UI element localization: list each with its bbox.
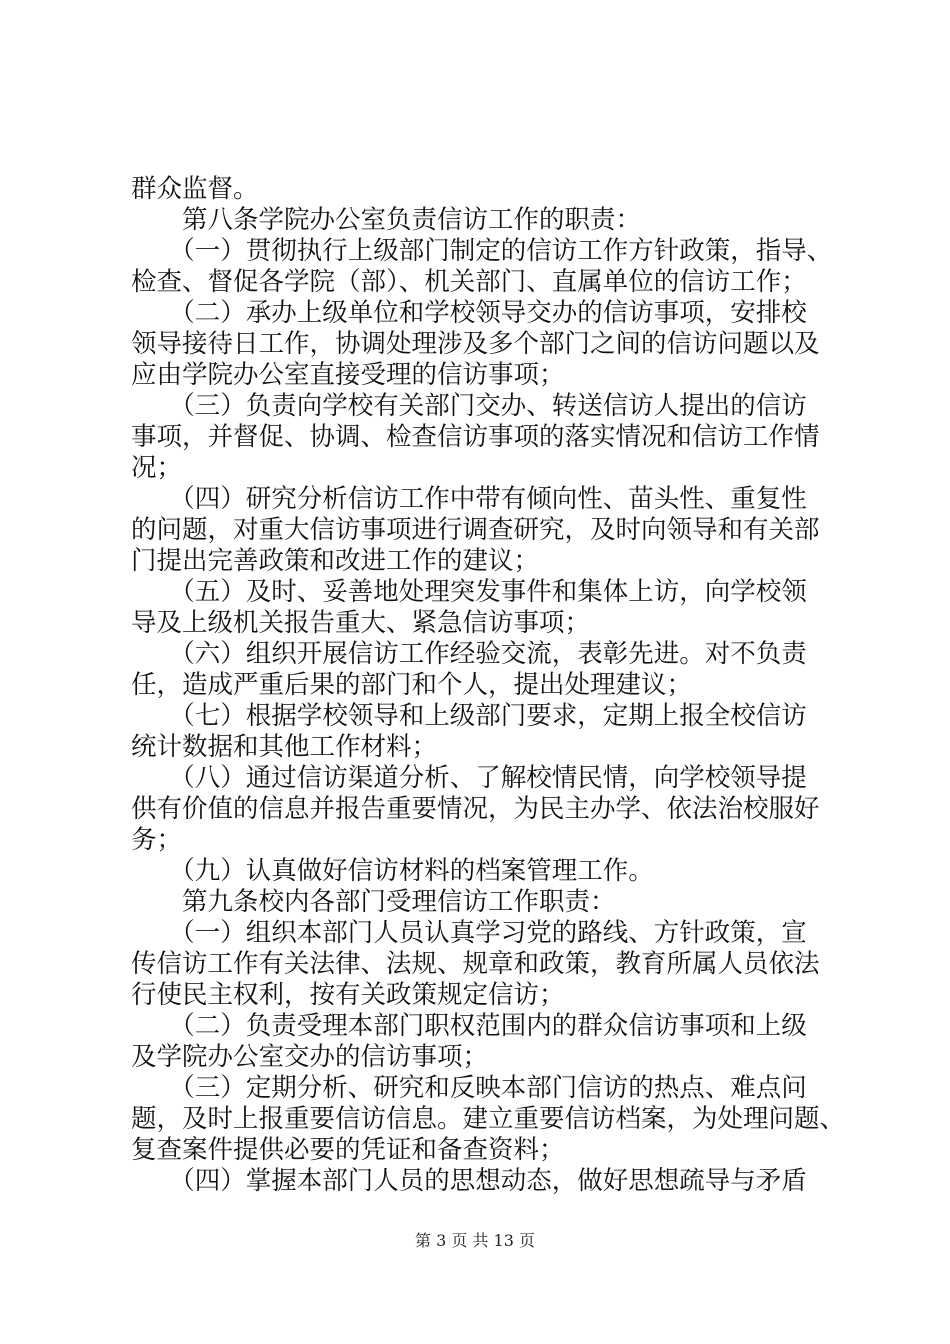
text-line: （九）认真做好信访材料的档案管理工作。 [131, 856, 654, 886]
text-line: （四）掌握本部门人员的思想动态，做好思想疏导与矛盾 [131, 1166, 807, 1196]
text-line: 传信访工作有关法律、法规、规章和政策，教育所属人员依法 [131, 949, 820, 979]
text-line: 况； [131, 453, 183, 483]
text-line: 复查案件提供必要的凭证和备查资料； [131, 1135, 565, 1165]
text-line: 门提出完善政策和改进工作的建议； [131, 546, 540, 576]
text-line: （六）组织开展信访工作经验交流，表彰先进。对不负责 [131, 639, 807, 669]
text-line: （一）组织本部门人员认真学习党的路线、方针政策，宣 [131, 918, 807, 948]
text-line: （三）定期分析、研究和反映本部门信访的热点、难点问 [131, 1073, 807, 1103]
text-line: 群众监督。 [131, 174, 259, 204]
text-line: 第九条校内各部门受理信访工作职责： [131, 887, 616, 917]
text-line: 统计数据和其他工作材料； [131, 732, 438, 762]
page-footer: 第 3 页 共 13 页 [415, 1231, 535, 1250]
text-line: 务； [131, 825, 183, 855]
text-line: （七）根据学校领导和上级部门要求，定期上报全校信访 [131, 701, 807, 731]
text-line: 任，造成严重后果的部门和个人，提出处理建议； [131, 670, 693, 700]
text-line: 应由学院办公室直接受理的信访事项； [131, 360, 565, 390]
text-line: 行使民主权利，按有关政策规定信访； [131, 980, 565, 1010]
text-line: 第八条学院办公室负责信访工作的职责： [131, 205, 642, 235]
text-line: 题，及时上报重要信访信息。建立重要信访档案，为处理问题、 [131, 1104, 846, 1134]
text-line: 的问题，对重大信访事项进行调查研究，及时向领导和有关部 [131, 515, 820, 545]
text-line: 及学院办公室交办的信访事项； [131, 1042, 489, 1072]
text-line: （二）承办上级单位和学校领导交办的信访事项，安排校 [131, 298, 807, 328]
text-line: 领导接待日工作，协调处理涉及多个部门之间的信访问题以及 [131, 329, 820, 359]
text-line: （三）负责向学校有关部门交办、转送信访人提出的信访 [131, 391, 807, 421]
text-line: 事项，并督促、协调、检查信访事项的落实情况和信访工作情 [131, 422, 820, 452]
text-line: （一）贯彻执行上级部门制定的信访工作方针政策，指导、 [131, 236, 833, 266]
text-line: （八）通过信访渠道分析、了解校情民情，向学校领导提 [131, 763, 807, 793]
text-line: （四）研究分析信访工作中带有倾向性、苗头性、重复性 [131, 484, 807, 514]
text-line: （二）负责受理本部门职权范围内的群众信访事项和上级 [131, 1011, 807, 1041]
document-body [131, 174, 846, 1197]
text-line: 导及上级机关报告重大、紧急信访事项； [131, 608, 591, 638]
text-line: 供有价值的信息并报告重要情况，为民主办学、依法治校服好 [131, 794, 820, 824]
text-line: 检查、督促各学院（部）、机关部门、直属单位的信访工作； [131, 267, 807, 297]
text-line: （五）及时、妥善地处理突发事件和集体上访，向学校领 [131, 577, 807, 607]
